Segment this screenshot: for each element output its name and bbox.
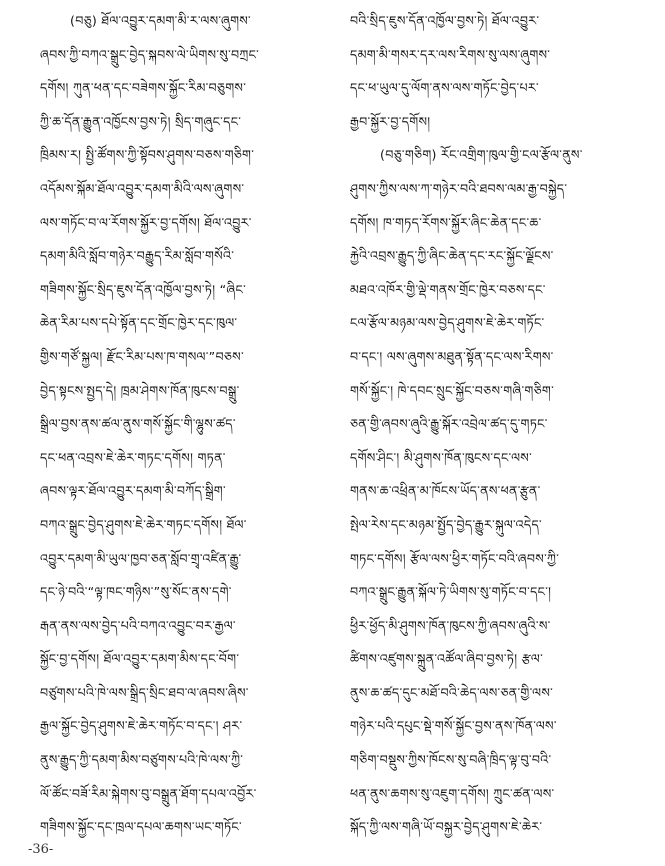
text-line: ཁྲིམས་ར། སྤྱི་ཚོགས་ཀྱི་སྟོབས་ཤུགས་བཅས་གཅིག་ <box>40 147 255 163</box>
right-text-column <box>350 4 642 844</box>
text-line: ཆེན་རིམ་པས་དཔེ་སྟོན་དང་གྲོང་ཁྱེར་དང་ཁུལ་ <box>40 315 238 331</box>
text-line: གསོ་སྐྱོང་། ཁེ་དབང་སྲུང་སྐྱོང་བཅས་གཞི་གཅིག་ <box>350 382 555 398</box>
text-line: སྤེལ་རེས་དང་མཉམ་སྤྱོད་བྱེད་རྒྱུར་སྐུལ་འདེད་ <box>350 516 542 532</box>
text-line: མཐའ་འཁོར་གྱི་ལྡེ་གནས་གྲོང་ཁྱེར་བཅས་དང་ <box>350 281 546 297</box>
text-line: ནུས་ཆ་ཚད་དུང་མཐོ་བའི་ཆེད་ལས་ཅན་གྱི་ལས་ <box>350 684 554 700</box>
text-line: ངལ་རྩོལ་མཉམ་ལས་བྱེད་ཤུགས་ཇེ་ཆེར་གཏོང་ <box>350 315 545 331</box>
text-line: ནུས་རྒྱུད་ཀྱི་དམག་མིས་བཙུགས་པའི་ཁེ་ལས་ཀྱི་ <box>40 752 244 768</box>
text-line: བྱེད་སྟངས་སྤྱད་དེ། ཁྲམ་ཤེགས་ཁོན་ཁུངས་བསྒྲུ་ <box>40 382 240 398</box>
left-text-column <box>40 4 332 844</box>
text-line: དང་ཉེ་བའི་“ལྟ་ཁང་གཉིས་”སུ་སོང་ནས་དགེ་ <box>40 584 232 600</box>
text-line: སྐོད་ཀྱི་ལས་གཞི་ཡོ་བསྐྱར་བྱེད་ཤུགས་ཇེ་ཆེར་ <box>350 819 543 835</box>
text-line: དམག་མིའི་སློབ་གཉེར་བརྒྱུད་རིམ་སློབ་གསོའི་ <box>40 248 235 264</box>
text-line: (བཅུ་གཅིག) རོང་འགྲིག་ཁུལ་གྱི་ངལ་རྩོལ་ནུས་ <box>380 147 583 163</box>
text-line: ཀྱི་ཆ་དོན་རྒྱུན་འཁྱོངས་བྱས་ཏེ། སྲིད་གཞུང་དང་ <box>40 113 242 129</box>
text-line: ཞབས་ལྟར་ཐོལ་འབྱུར་དམག་མི་བཀོད་སྒྲིག་ <box>40 483 226 499</box>
text-line: གཅིག་བསྡུས་ཀྱིས་ཁོངས་སུ་བཞི་ཁྲིད་ལྟ་བུ་བའི་ <box>350 752 552 768</box>
text-line: སྒྲིལ་བྱས་ནས་ཚལ་ནུས་གསོ་སྐྱོང་གི་ལྷུས་ཚད་ <box>40 416 236 432</box>
text-line: རྒྱལ་སྐྱོང་བྱེད་ཤུགས་ཇེ་ཆེར་གཏོང་བ་དང་། ཤར་ <box>40 718 243 734</box>
text-line: བཙུགས་པའི་ཁེ་ལས་སྒྲིད་སྲིང་ཐབ་ལ་ཞབས་ཞིས་ <box>40 684 249 700</box>
text-line: དང་ཕ་ཡུལ་དུ་ལོག་ནས་ལས་གཏོང་བྱེད་པར་ <box>350 80 539 96</box>
text-line: བཀའ་སྒྲུང་བྱེད་ཤུགས་ཇེ་ཆེར་གཏང་དགོས། ཐོལ་ <box>40 516 247 532</box>
text-line: གཏང་དགོས། རྩོལ་ལས་ཕྱིར་གཏོང་བའི་ཞབས་ཀྱི་ <box>350 550 560 566</box>
text-line: དགོས། ཀུན་ཕན་དང་བཟེགས་སྐྱོང་རིམ་བཅུགས་ <box>40 80 247 96</box>
text-line: ཤུགས་ཀྱིས་ལས་ཀ་གཉེར་བའི་ཐབས་ལམ་རྒྱ་བསྐྱེད་ <box>350 180 568 196</box>
text-line: ཞབས་ཀྱི་བཀའ་སྒྲུང་བྱེད་སྐབས་ལེ་ཡིགས་སུ་བཀྲང་ <box>40 46 260 62</box>
text-line: རྒྱབ་སྐྱོར་བྱ་དགོས། <box>350 113 431 129</box>
text-line: བ་དང་། ལས་ཞུགས་མཐུན་སྟོན་དང་ལས་རིགས་ <box>350 348 554 364</box>
text-line: དང་ཕན་འབྲས་ཇེ་ཆེར་གཏང་དགོས། གཏན་ <box>40 449 226 465</box>
text-line: གཟིགས་སྐྱོང་དང་ཁྲལ་དཔལ་ཆགས་ཡང་གཏོང་ <box>40 819 242 835</box>
text-line: བཀའ་སྒྲུང་རྒྱུན་སྐོལ་ཏེ་ཡིགས་སུ་གཏོང་བ་དང་། <box>350 584 552 600</box>
text-line: འབྱུར་དམག་མི་ཡུལ་ཁྱབ་ཅན་སློབ་གྲྭ་འཛིན་རྒྱུ་ <box>40 550 242 566</box>
page-number: -36- <box>28 842 54 857</box>
text-line: དགོས་ཤིང་། མི་ཤུགས་ཁོན་ཁུངས་དང་ལས་ <box>350 449 533 465</box>
text-line: གཟིགས་སྐྱོང་སྲིད་ཇུས་དོན་འཁྱོལ་བྱས་ཏེ། “ཞིང་ <box>40 281 247 297</box>
text-line: དམག་མི་གསར་དར་ལས་རིགས་སུ་ལས་ཞུགས་ <box>350 46 551 62</box>
text-line: ཅན་གྱི་ཞབས་ཞུའི་རྒྱུ་སྐོར་འབྲེལ་ཚད་དུ་གཏང་ <box>350 416 548 432</box>
text-line: (བཅུ) ཐོལ་འབྱུར་དམག་མི་ར་ལས་ཞུགས་ <box>70 13 252 28</box>
text-line: དགོས། ཁ་གཏད་རོགས་སྐྱོར་ཞིང་ཆེན་དང་ཆ་ <box>350 214 542 230</box>
text-line: གནས་ཆ་འཕྲིན་མ་ཁོངས་ཡོད་ནས་ཕན་རྩུན་ <box>350 483 541 499</box>
text-line: ལས་གཏོང་བ་ལ་རོགས་སྐྱོར་བྱ་དགོས། ཐོལ་འབྱུར་ <box>40 214 252 230</box>
text-line: ཕན་ནུས་ཆགས་སུ་འཇུག་དགོས། ཀྲུང་ཚན་ལས་ <box>350 785 555 801</box>
text-line: རྐྱེའི་འབྲས་རྒྱུད་ཀྱི་ཞིང་ཆེན་དང་རང་སྐྱོང་ལྗོངས་ <box>350 248 554 264</box>
text-line: རྒན་ནས་ལས་བྱེད་པའི་བཀའ་འབྱུང་བར་རྒྱལ་ <box>40 617 236 633</box>
text-line: ཚིགས་འཛུགས་སྐྲུན་འཚོལ་ཞིབ་བྱས་ཏེ། རྩལ་ <box>350 651 544 667</box>
text-line: བའི་སྲིད་ཇུས་དོན་འཁྱོལ་བྱས་ཏེ། ཐོལ་འབྱུར་ <box>350 13 540 28</box>
text-line: གྱིས་གཙོ་སྐྱལ། རྫོང་རིམ་པས་ཁ་གསལ་”བཅས་ <box>40 348 244 364</box>
text-line: ཕྱིར་ཕྱོད་མི་ཤུགས་ཁོན་ཁུངས་ཀྱི་ཞབས་ཞུའི་ས་ <box>350 617 551 633</box>
text-line: འདོམས་སྐོམ་ཐོལ་འབྱུར་དམག་མིའི་ལས་ཞུགས་ <box>40 180 245 196</box>
text-line: སྐྱོང་བྱ་དགོས། ཐོལ་འབྱུར་དམག་མིས་དང་བོག་ <box>40 651 240 667</box>
text-line: ལོ་ཚོང་བཟོ་རིམ་སྐེགས་བུ་བསྒྲུན་ཐོག་དཔལ་འབྱོར་ <box>40 785 257 801</box>
text-line: གཉེར་པའི་དཔུང་སྡེ་གསོ་སྐྱོང་བྱས་ནས་ཁོན་ལས་ <box>350 718 557 734</box>
